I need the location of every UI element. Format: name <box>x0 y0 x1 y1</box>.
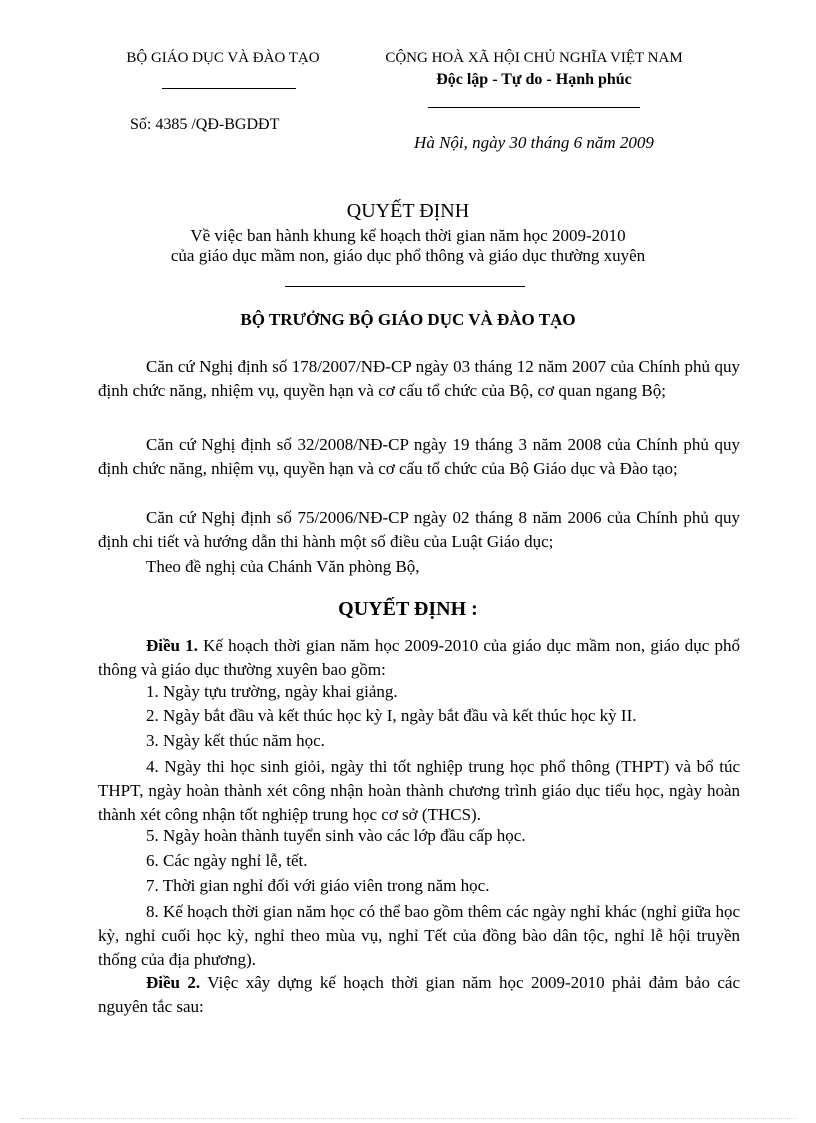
document-title: QUYẾT ĐỊNH <box>346 200 470 222</box>
article-2-text: Việc xây dựng kế hoạch thời gian năm học 2009-2010 phải đảm bảo các nguyên tắc sau: <box>98 973 741 1016</box>
preamble-clause-2: Căn cứ Nghị định số 32/2008/NĐ-CP ngày 19 tháng 3 năm 2008 của Chính phủ quy định chức năng, nhiệm vụ, quyền hạn và cơ cấu tổ chức của Bộ Giáo dục và Đào tạo; <box>98 435 740 478</box>
article-1-label: Điều 1. <box>146 636 198 655</box>
article-1-item-1: 1. Ngày tựu trường, ngày khai giảng. <box>146 682 398 701</box>
article-1-item-2: 2. Ngày bắt đầu và kết thúc học kỳ I, ngày bắt đầu và kết thúc học kỳ II. <box>146 706 637 725</box>
article-1-text: Kế hoạch thời gian năm học 2009-2010 của giáo dục mầm non, giáo dục phổ thông và giáo dục thường xuyên bao gồm: <box>98 636 740 679</box>
title-underline <box>285 286 525 287</box>
ministry-underline <box>162 88 296 89</box>
title-subtitle-line-2: của giáo dục mầm non, giáo dục phổ thông và giáo dục thường xuyên <box>170 246 646 265</box>
document-number: Số: 4385 /QĐ-BGDĐT <box>130 116 280 133</box>
national-motto: Độc lập - Tự do - Hạnh phúc <box>436 71 632 88</box>
article-1-item-3: 3. Ngày kết thúc năm học. <box>146 731 325 750</box>
preamble-clause-1: Căn cứ Nghị định số 178/2007/NĐ-CP ngày 03 tháng 12 năm 2007 của Chính phủ quy định chức năng, nhiệm vụ, quyền hạn và cơ cấu tổ chức của Bộ, cơ quan ngang Bộ; <box>98 357 740 400</box>
article-1-item-5: 5. Ngày hoàn thành tuyển sinh vào các lớp đầu cấp học. <box>146 826 526 845</box>
article-1-item-6: 6. Các ngày nghỉ lễ, tết. <box>146 851 308 870</box>
preamble-clause-3: Căn cứ Nghị định số 75/2006/NĐ-CP ngày 02 tháng 8 năm 2006 của Chính phủ quy định chi tiết và hướng dẫn thi hành một số điều của Luật Giáo dục; <box>98 508 740 551</box>
article-2 <box>98 971 740 1019</box>
article-1-item-4: 4. Ngày thi học sinh giỏi, ngày thi tốt nghiệp trung học phổ thông (THPT) và bổ túc THPT, ngày hoàn thành xét công nhận hoàn thành chương trình giáo dục tiểu học, ngày hoàn thành xét công nhận tốt nghiệp trung học cơ sở (THCS). <box>98 757 740 824</box>
motto-underline <box>428 107 640 108</box>
preamble-clause-4: Theo đề nghị của Chánh Văn phòng Bộ, <box>146 557 420 576</box>
article-1 <box>98 634 740 682</box>
ministry-name: BỘ GIÁO DỤC VÀ ĐÀO TẠO <box>126 50 320 66</box>
article-1-item-7: 7. Thời gian nghỉ đối với giáo viên trong năm học. <box>146 876 490 895</box>
place-and-date: Hà Nội, ngày 30 tháng 6 năm 2009 <box>414 133 654 152</box>
article-2-label: Điều 2. <box>146 973 201 992</box>
decision-heading: QUYẾT ĐỊNH : <box>338 598 478 620</box>
issuing-authority: BỘ TRƯỞNG BỘ GIÁO DỤC VÀ ĐÀO TẠO <box>240 310 576 329</box>
country-name: CỘNG HOÀ XÃ HỘI CHỦ NGHĨA VIỆT NAM <box>385 50 683 66</box>
page-bottom-border <box>20 1118 796 1119</box>
title-subtitle-line-1: Về việc ban hành khung kế hoạch thời gian năm học 2009-2010 <box>190 226 626 245</box>
article-1-item-8: 8. Kế hoạch thời gian năm học có thể bao gồm thêm các ngày nghỉ khác (nghỉ giữa học kỳ, nghỉ cuối học kỳ, nghỉ theo mùa vụ, nghỉ Tết của đồng bào dân tộc, nghỉ lễ hội truyền thống của địa phương). <box>98 902 740 969</box>
